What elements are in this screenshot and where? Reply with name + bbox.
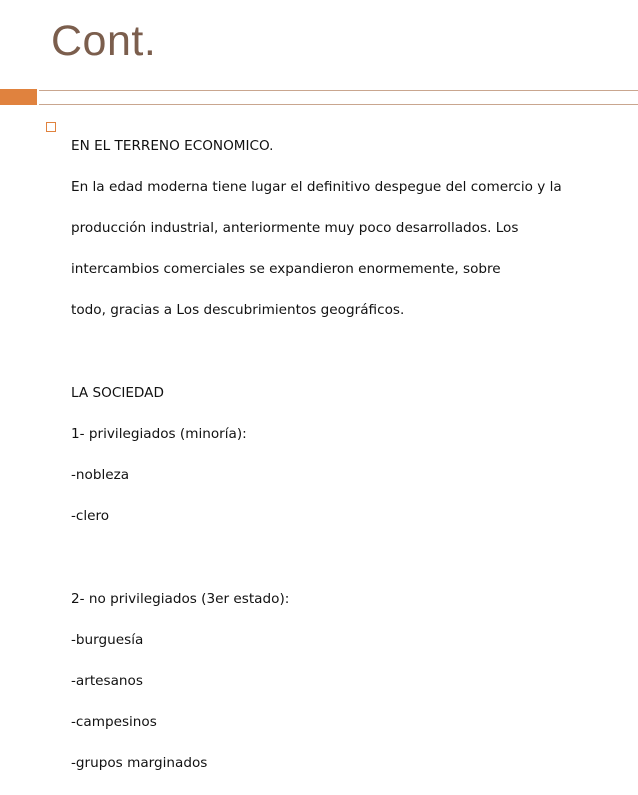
- title-divider-accent: [0, 89, 37, 105]
- body-line: -artesanos: [71, 673, 143, 690]
- body-line: 1- privilegiados (minoría):: [71, 425, 247, 442]
- body-line: -campesinos: [71, 714, 157, 731]
- slide-body: [71, 115, 631, 795]
- title-divider-line-bottom: [39, 104, 638, 105]
- body-line: -burguesía: [71, 631, 144, 648]
- body-line: EN EL TERRENO ECONOMICO.: [71, 137, 274, 154]
- body-line: LA SOCIEDAD: [71, 384, 164, 401]
- body-line: intercambios comerciales se expandieron enormemente, sobre: [71, 261, 501, 278]
- body-line: -grupos marginados: [71, 755, 208, 772]
- body-line: todo, gracias a Los descubrimientos geográficos.: [71, 302, 405, 319]
- body-line: producción industrial, anteriormente muy poco desarrollados. Los: [71, 219, 519, 236]
- body-line: En la edad moderna tiene lugar el definitivo despegue del comercio y la: [71, 178, 562, 195]
- title-divider-line-top: [39, 90, 638, 91]
- body-line: -clero: [71, 508, 110, 525]
- hollow-square-bullet-icon: [46, 122, 56, 132]
- paragraph-spacer: [71, 342, 631, 363]
- body-line: 2- no privilegiados (3er estado):: [71, 590, 290, 607]
- slide-title: Cont.: [51, 17, 157, 65]
- body-line: -nobleza: [71, 467, 130, 484]
- paragraph-spacer: [71, 547, 631, 568]
